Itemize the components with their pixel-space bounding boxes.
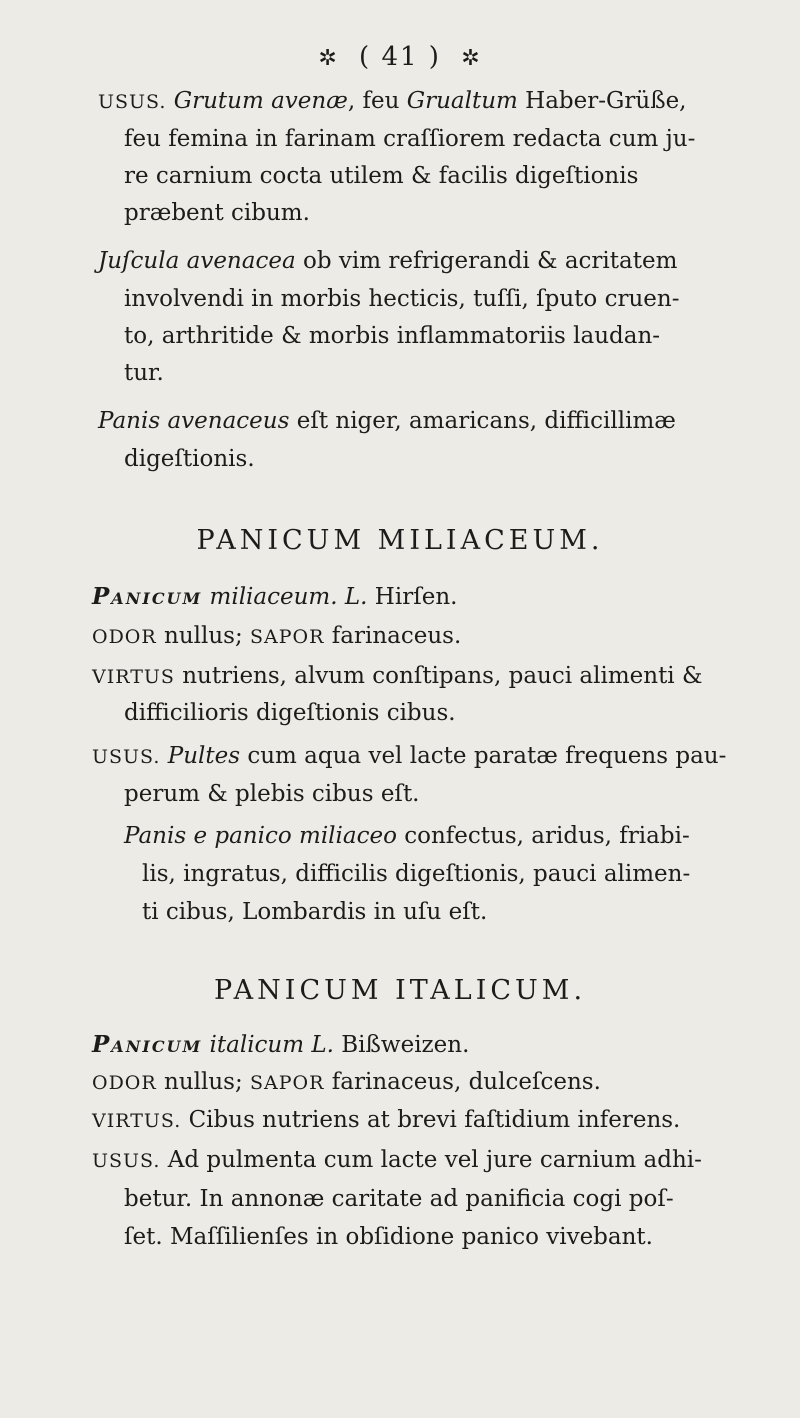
usus-line	[92, 1149, 702, 1172]
text-line: digeſtionis.	[124, 446, 255, 472]
odor-sapor-line	[92, 1071, 601, 1094]
text-line	[124, 825, 690, 848]
usus-label: USUS.	[92, 746, 161, 768]
usus-line	[92, 745, 726, 768]
author-abbrev: L.	[311, 1032, 334, 1058]
text-span: confectus, aridus, friabi-	[404, 823, 690, 849]
text-span: cum aqua vel lacte paratæ frequens pau-	[247, 743, 727, 769]
term-pultes: Pultes	[167, 743, 241, 769]
author-abbrev: L.	[344, 584, 368, 610]
text-line: feu femina in farinam craſſiorem redacta cum ju-	[124, 126, 696, 152]
odor-label: ODOR	[92, 626, 157, 648]
genus-name: Panicum	[92, 1031, 203, 1058]
section-heading-italicum: PANICUM ITALICUM.	[213, 975, 587, 1006]
usus-label: USUS.	[98, 91, 167, 113]
virtus-label: VIRTUS.	[92, 1110, 182, 1132]
text-line	[98, 250, 677, 273]
ornament-left-icon: ✲	[318, 46, 339, 71]
term-grualtum: Grualtum	[406, 88, 518, 114]
term-grutum: Grutum avenæ	[173, 88, 348, 114]
genus-name: Panicum	[92, 583, 203, 610]
text-span: nullus;	[164, 1069, 243, 1095]
text-line: to, arthritide & morbis inflammatoriis laudan-	[124, 323, 661, 349]
text-line: betur. In annonæ caritate ad panificia cogi poſ-	[124, 1186, 674, 1212]
species-name-line	[92, 585, 457, 609]
page-number: ( 41 )	[359, 42, 441, 72]
text-line: perum & plebis cibus eſt.	[124, 781, 420, 807]
german-name: Hirſen.	[374, 584, 458, 610]
text-span: nutriens, alvum conſtipans, pauci alimenti &	[182, 663, 703, 689]
term-panis-panico: Panis e panico miliaceo	[124, 823, 397, 849]
species-epithet: miliaceum.	[209, 584, 338, 610]
german-name: Haber-Grüße,	[525, 88, 687, 114]
ornament-right-icon: ✲	[461, 46, 482, 71]
text-line: tur.	[124, 360, 164, 386]
species-name-line	[92, 1033, 469, 1057]
text-line	[98, 410, 676, 433]
term-panis-avenaceus: Panis avenaceus	[98, 408, 290, 434]
page-header	[0, 42, 800, 72]
text-span: farinaceus.	[331, 623, 462, 649]
text-span: nullus;	[164, 623, 243, 649]
sapor-label: SAPOR	[250, 1072, 325, 1094]
text-line: ſet. Maſſilienſes in obſidione panico vivebant.	[124, 1224, 653, 1250]
text-line: lis, ingratus, difficilis digeſtionis, pauci alimen-	[142, 861, 691, 887]
text-line	[98, 90, 687, 113]
section-heading-miliaceum: PANICUM MILIACEUM.	[196, 525, 604, 556]
text-span: Cibus nutriens at brevi faſtidium inferens.	[188, 1107, 681, 1133]
text-span: ob vim refrigerandi & acritatem	[302, 248, 678, 274]
text-line: ti cibus, Lombardis in uſu eſt.	[142, 899, 488, 925]
text-span: farinaceus, dulceſcens.	[331, 1069, 601, 1095]
virtus-line	[92, 665, 702, 688]
odor-label: ODOR	[92, 1072, 157, 1094]
text-line: difficilioris digeſtionis cibus.	[124, 700, 456, 726]
text-span: eſt niger, amaricans, difficillimæ	[296, 408, 676, 434]
odor-sapor-line	[92, 625, 461, 648]
sapor-label: SAPOR	[250, 626, 325, 648]
term-juscula: Juſcula avenacea	[98, 248, 296, 274]
usus-label: USUS.	[92, 1150, 161, 1172]
text-line: involvendi in morbis hecticis, tuſſi, ſputo cruen-	[124, 286, 680, 312]
text-line: præbent cibum.	[124, 200, 310, 226]
text-span: , feu	[347, 88, 400, 114]
virtus-label: VIRTUS	[92, 666, 175, 688]
text-line: re carnium cocta utilem & facilis digeſtionis	[124, 163, 639, 189]
german-name: Bißweizen.	[341, 1032, 470, 1058]
species-epithet: italicum	[209, 1032, 305, 1058]
virtus-line	[92, 1109, 680, 1132]
text-span: Ad pulmenta cum lacte vel jure carnium adhi-	[167, 1147, 702, 1173]
